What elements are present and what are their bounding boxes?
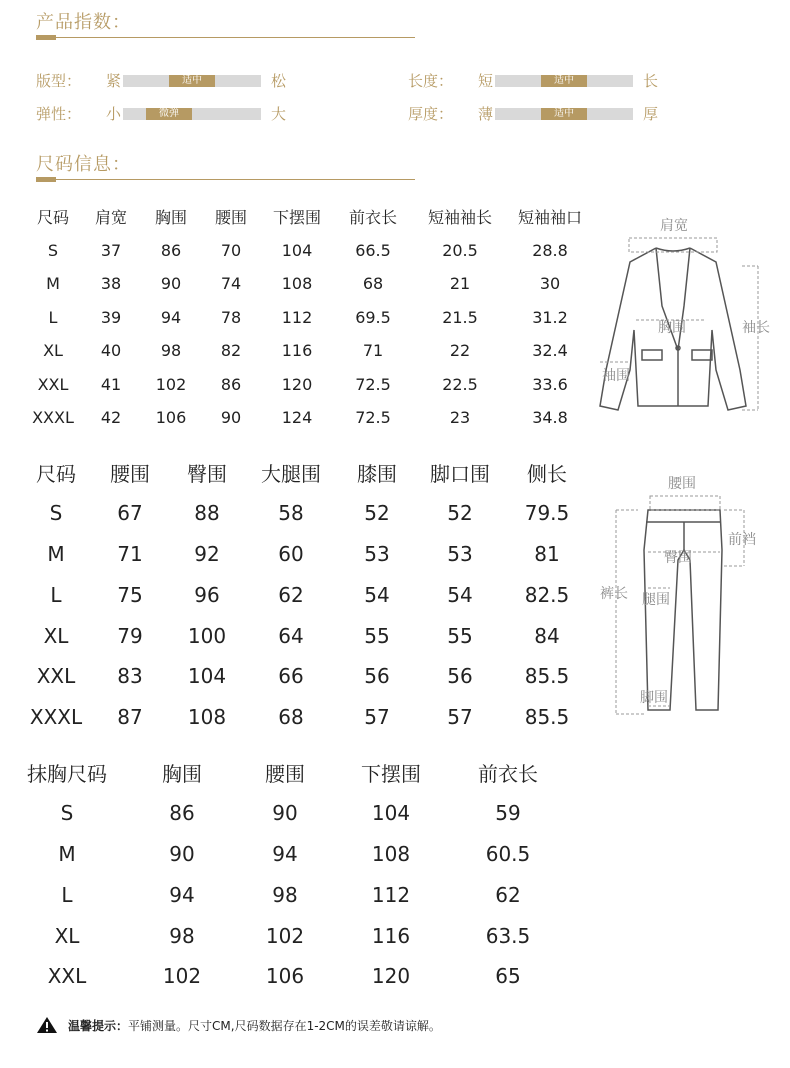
table-cell: 54 — [447, 582, 473, 607]
index-label: 厚度： — [408, 105, 454, 123]
header-cell: 尺码 — [36, 208, 69, 228]
table-cell: 65 — [495, 964, 521, 989]
diagram-label-waist: 腰围 — [668, 476, 696, 492]
table-cell: 30 — [539, 274, 561, 294]
header-cell: 臀围 — [187, 461, 227, 486]
table-cell: 55 — [447, 623, 473, 648]
table-cell: 23 — [449, 408, 471, 428]
table-cell: 83 — [117, 664, 143, 689]
table-cell: 86 — [169, 801, 195, 826]
table-cell: 31.2 — [532, 307, 568, 327]
table-cell: 78 — [220, 307, 242, 327]
table-cell: 82.5 — [524, 582, 570, 607]
table-cell: 57 — [447, 705, 473, 730]
table-row — [24, 267, 592, 301]
table-cell: 42 — [100, 408, 122, 428]
table-cell: 98 — [160, 341, 182, 361]
header-cell: 抹胸尺码 — [27, 761, 107, 786]
table-cell: 86 — [160, 240, 182, 260]
table-cell: XXXL — [29, 705, 83, 730]
table-cell: 22.5 — [442, 374, 478, 394]
table-cell: 94 — [169, 882, 195, 907]
table-cell: 74 — [220, 274, 242, 294]
table-cell: 71 — [362, 341, 384, 361]
footer-note — [36, 1016, 441, 1034]
table-cell: 55 — [364, 623, 390, 648]
table-row — [16, 956, 558, 997]
table-cell: 72.5 — [355, 408, 391, 428]
table-cell: 106 — [155, 408, 187, 428]
table-cell: 38 — [100, 274, 122, 294]
header-cell: 肩宽 — [94, 208, 127, 228]
index-left: 薄 — [478, 105, 494, 123]
table-cell: 41 — [100, 374, 122, 394]
table-row — [24, 234, 592, 268]
table-cell: 96 — [194, 582, 220, 607]
diagram-label-length: 裤长 — [600, 586, 628, 602]
table-cell: XXL — [47, 964, 87, 989]
table-cell: 120 — [371, 964, 411, 989]
table-cell: 20.5 — [442, 240, 478, 260]
warning-icon — [36, 1016, 58, 1034]
diagram-label-shoulder: 肩宽 — [660, 218, 688, 234]
index-fit — [36, 70, 286, 91]
index-left: 紧 — [106, 72, 122, 90]
table-cell: 68 — [362, 274, 384, 294]
index-marker: 微弹 — [146, 108, 192, 120]
product-index-title: 产品指数： — [36, 12, 131, 33]
index-label: 弹性： — [36, 105, 82, 123]
table-cell: 104 — [281, 240, 313, 260]
header-cell: 尺码 — [36, 461, 76, 486]
table-row — [24, 301, 592, 335]
header-cell: 胸围 — [162, 761, 202, 786]
table-cell: 60 — [278, 541, 304, 566]
index-bar — [495, 108, 633, 120]
index-label: 长度： — [408, 72, 454, 90]
table-cell: 86 — [220, 374, 242, 394]
header-cell: 膝围 — [357, 461, 397, 486]
table-cell: 92 — [194, 541, 220, 566]
table-row — [16, 793, 558, 834]
table-cell: 88 — [194, 501, 220, 526]
table-cell: 53 — [364, 541, 390, 566]
table-cell: 94 — [272, 841, 298, 866]
table-cell: 82 — [220, 341, 242, 361]
table-cell: 120 — [281, 374, 313, 394]
jacket-diagram — [596, 210, 786, 420]
table-cell: 58 — [278, 501, 304, 526]
diagram-label-cuff: 袖围 — [602, 368, 630, 384]
table-cell: 32.4 — [532, 341, 568, 361]
diagram-label-hip: 臀围 — [664, 550, 692, 566]
table-cell: 75 — [117, 582, 143, 607]
table-cell: XL — [43, 623, 69, 648]
table-cell: 54 — [364, 582, 390, 607]
table-cell: 60.5 — [485, 841, 531, 866]
pants-diagram — [598, 470, 788, 720]
header-cell: 腰围 — [265, 761, 305, 786]
table-cell: 64 — [278, 623, 304, 648]
header-cell: 侧长 — [527, 461, 567, 486]
footer-label: 温馨提示： — [68, 1018, 129, 1033]
table-row — [16, 874, 558, 915]
table-cell: 66 — [278, 664, 304, 689]
tube-top-size-table — [16, 752, 558, 997]
table-cell: 85.5 — [524, 705, 570, 730]
table-cell: 100 — [187, 623, 227, 648]
diagram-label-thigh: 腿围 — [642, 592, 670, 608]
table-cell: 21.5 — [442, 307, 478, 327]
table-cell: 53 — [447, 541, 473, 566]
table-cell: 102 — [162, 964, 202, 989]
size-info-divider — [36, 179, 415, 180]
index-left: 短 — [478, 72, 494, 90]
index-marker: 适中 — [541, 108, 587, 120]
index-elasticity — [36, 103, 286, 124]
diagram-label-sleeve-length: 袖长 — [742, 320, 770, 336]
table-cell: 21 — [449, 274, 471, 294]
diagram-label-front-rise: 前裆 — [728, 532, 756, 548]
table-header-row — [16, 752, 558, 793]
table-cell: 22 — [449, 341, 471, 361]
table-cell: 98 — [169, 923, 195, 948]
table-row — [20, 615, 592, 656]
table-cell: XL — [43, 341, 63, 361]
header-cell: 下摆围 — [361, 761, 421, 786]
index-length — [408, 70, 658, 91]
table-cell: L — [50, 582, 62, 607]
diagram-label-chest: 胸围 — [658, 320, 686, 336]
table-cell: 72.5 — [355, 374, 391, 394]
index-left: 小 — [106, 105, 122, 123]
table-cell: 108 — [281, 274, 313, 294]
table-cell: XXXL — [32, 408, 74, 428]
table-cell: M — [47, 541, 65, 566]
table-cell: 28.8 — [532, 240, 568, 260]
table-cell: XXL — [37, 374, 69, 394]
table-cell: 104 — [187, 664, 227, 689]
table-cell: S — [49, 501, 63, 526]
table-cell: 69.5 — [355, 307, 391, 327]
table-cell: 87 — [117, 705, 143, 730]
index-marker: 适中 — [541, 75, 587, 87]
jacket-size-table — [24, 200, 592, 435]
table-cell: 62 — [278, 582, 304, 607]
table-cell: 79.5 — [524, 501, 570, 526]
table-row — [20, 697, 592, 738]
table-row — [24, 368, 592, 402]
table-cell: 108 — [371, 841, 411, 866]
index-bar — [123, 108, 261, 120]
footer-text: 平铺测量。尺寸CM,尺码数据存在1-2CM的误差敬请谅解。 — [128, 1018, 441, 1033]
table-cell: 124 — [281, 408, 313, 428]
table-cell: 68 — [278, 705, 304, 730]
table-cell: 70 — [220, 240, 242, 260]
table-cell: 85.5 — [524, 664, 570, 689]
index-right: 厚 — [643, 105, 659, 123]
header-cell: 短袖袖长 — [427, 208, 492, 228]
table-cell: S — [47, 240, 59, 260]
table-cell: 108 — [187, 705, 227, 730]
table-cell: 67 — [117, 501, 143, 526]
table-row — [16, 834, 558, 875]
diagram-label-hem: 脚围 — [640, 690, 668, 706]
header-cell: 下摆围 — [272, 208, 321, 228]
table-row — [20, 656, 592, 697]
table-cell: 79 — [117, 623, 143, 648]
table-row — [24, 334, 592, 368]
index-bar — [123, 75, 261, 87]
header-cell: 大腿围 — [261, 461, 321, 486]
table-cell: 52 — [364, 501, 390, 526]
header-cell: 脚口围 — [430, 461, 490, 486]
table-cell: 84 — [534, 623, 560, 648]
table-header-row — [24, 200, 592, 234]
table-cell: 116 — [371, 923, 411, 948]
table-cell: 37 — [100, 240, 122, 260]
table-cell: 106 — [265, 964, 305, 989]
table-cell: 71 — [117, 541, 143, 566]
table-row — [20, 493, 592, 534]
pants-size-table — [20, 452, 592, 738]
table-cell: L — [61, 882, 73, 907]
index-marker: 适中 — [169, 75, 215, 87]
table-cell: 57 — [364, 705, 390, 730]
table-cell: 98 — [272, 882, 298, 907]
table-row — [16, 915, 558, 956]
table-cell: XL — [54, 923, 80, 948]
table-cell: 112 — [371, 882, 411, 907]
table-row — [20, 534, 592, 575]
table-cell: M — [46, 274, 60, 294]
header-cell: 腰围 — [214, 208, 247, 228]
table-row — [20, 574, 592, 615]
table-cell: 56 — [447, 664, 473, 689]
table-cell: XXL — [36, 664, 76, 689]
header-cell: 短袖袖口 — [517, 208, 582, 228]
table-cell: 90 — [272, 801, 298, 826]
table-cell: 104 — [371, 801, 411, 826]
table-cell: S — [60, 801, 74, 826]
table-cell: 90 — [160, 274, 182, 294]
product-index-divider — [36, 37, 415, 38]
index-right: 大 — [271, 105, 287, 123]
table-cell: 40 — [100, 341, 122, 361]
header-cell: 胸围 — [154, 208, 187, 228]
table-cell: 102 — [265, 923, 305, 948]
table-cell: 66.5 — [355, 240, 391, 260]
header-cell: 前衣长 — [478, 761, 538, 786]
table-cell: 90 — [169, 841, 195, 866]
table-cell: 81 — [534, 541, 560, 566]
index-label: 版型： — [36, 72, 82, 90]
table-cell: 94 — [160, 307, 182, 327]
table-cell: 56 — [364, 664, 390, 689]
table-cell: 102 — [155, 374, 187, 394]
table-cell: 62 — [495, 882, 521, 907]
table-cell: 112 — [281, 307, 313, 327]
table-cell: 90 — [220, 408, 242, 428]
index-bar — [495, 75, 633, 87]
index-right: 松 — [271, 72, 287, 90]
size-info-title: 尺码信息： — [36, 154, 131, 175]
table-row — [24, 401, 592, 435]
table-cell: 33.6 — [532, 374, 568, 394]
table-header-row — [20, 452, 592, 493]
index-thickness — [408, 103, 658, 124]
table-cell: M — [58, 841, 76, 866]
header-cell: 前衣长 — [348, 208, 397, 228]
table-cell: 39 — [100, 307, 122, 327]
table-cell: 116 — [281, 341, 313, 361]
index-right: 长 — [643, 72, 659, 90]
header-cell: 腰围 — [110, 461, 150, 486]
table-cell: 34.8 — [532, 408, 568, 428]
table-cell: 59 — [495, 801, 521, 826]
table-cell: 63.5 — [485, 923, 531, 948]
table-cell: L — [48, 307, 58, 327]
table-cell: 52 — [447, 501, 473, 526]
